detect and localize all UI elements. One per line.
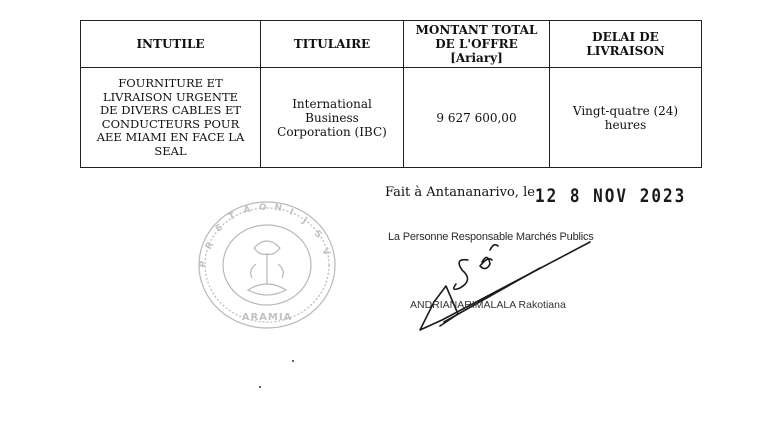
- svg-text:O: O: [259, 203, 267, 213]
- cell-delay: Vingt-quatre (24) heures: [550, 68, 702, 168]
- svg-text:P: P: [198, 260, 210, 269]
- header-object: INTUTILE: [81, 21, 261, 68]
- svg-text:N: N: [273, 203, 283, 215]
- signatory-name: ANDRIANARIMALALA Rakotiana: [410, 299, 566, 311]
- svg-text:J: J: [300, 216, 309, 227]
- svg-text:A: A: [242, 204, 252, 216]
- cell-object: FOURNITURE ET LIVRAISON URGENTE DE DIVERS CABLES ET CONDUCTEURS POUR AEE MIAMI EN FACE LA SEAL: [81, 68, 261, 168]
- svg-text:I: I: [287, 207, 295, 218]
- date-stamp: 12 8 NOV 2023: [535, 184, 687, 207]
- header-amount: MONTANT TOTAL DE L'OFFRE [Ariary]: [404, 21, 550, 68]
- svg-text:T: T: [227, 211, 237, 223]
- table-header-row: [81, 21, 702, 68]
- official-seal-stamp: [196, 198, 338, 332]
- table-row: [81, 68, 702, 168]
- handwritten-signature: [400, 228, 600, 338]
- place-date-line: Fait à Antananarivo, le: [385, 185, 535, 200]
- seal-lettering: ARAMIA: [241, 312, 293, 323]
- header-delay: DELAI DE LIVRAISON: [550, 21, 702, 68]
- scan-speck: [259, 386, 261, 388]
- offer-table: [80, 20, 702, 168]
- svg-text:S: S: [311, 229, 324, 241]
- svg-text:R: R: [203, 240, 217, 252]
- cell-amount: 9 627 600,00: [404, 68, 550, 168]
- cell-holder: International Business Corporation (IBC): [261, 68, 404, 168]
- header-holder: TITULAIRE: [261, 21, 404, 68]
- svg-text:E: E: [213, 222, 225, 235]
- svg-text:V: V: [319, 246, 332, 258]
- scan-speck: [292, 360, 294, 362]
- responsible-person-title: La Personne Responsable Marchés Publics: [388, 231, 594, 243]
